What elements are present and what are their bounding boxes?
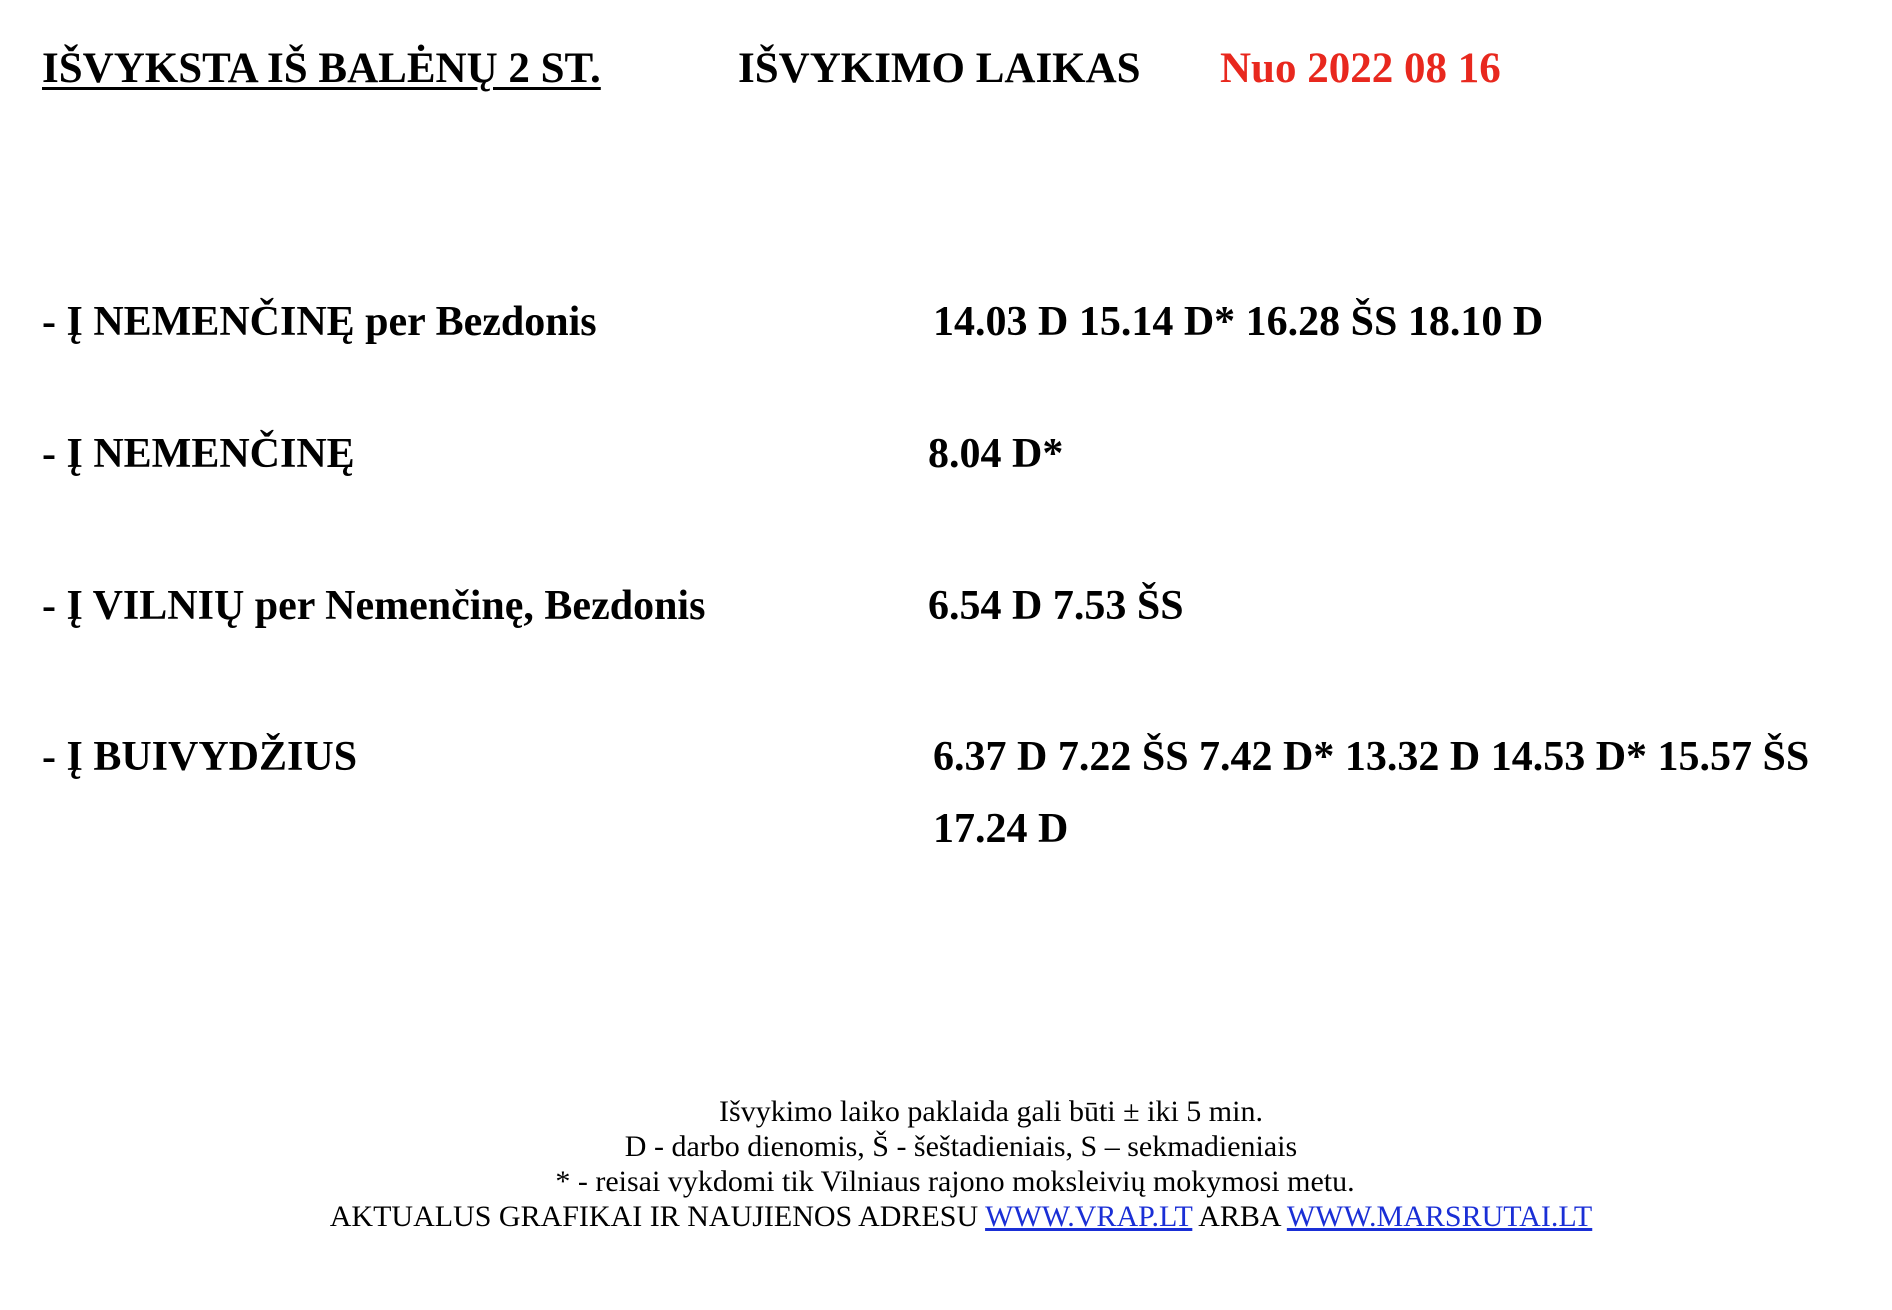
route-destination: - Į NEMENČINĘ <box>42 431 355 477</box>
departure-time-label: IŠVYKIMO LAIKAS <box>738 45 1141 92</box>
route-destination: - Į NEMENČINĘ per Bezdonis <box>42 299 597 345</box>
route-row <box>0 286 1892 358</box>
tolerance-note: Išvykimo laiko paklaida gali būti ± iki 5 min. <box>719 1095 1263 1128</box>
vrap-link[interactable]: WWW.VRAP.LT <box>985 1200 1193 1233</box>
route-destination: - Į VILNIŲ per Nemenčinę, Bezdonis <box>42 583 706 629</box>
route-times: 6.37 D 7.22 ŠS 7.42 D* 13.32 D 14.53 D* 15.57 ŠS 17.24 D <box>933 734 1810 852</box>
valid-from-date: Nuo 2022 08 16 <box>1220 45 1501 92</box>
day-legend: D - darbo dienomis, Š - šeštadieniais, S – sekmadieniais <box>624 1130 1298 1163</box>
schedule-header <box>0 44 1892 104</box>
schedule-footer <box>0 1094 1892 1234</box>
marsrutai-link[interactable]: WWW.MARSRUTAI.LT <box>1286 1200 1593 1233</box>
route-times: 8.04 D* <box>928 431 1064 477</box>
route-row <box>0 721 1892 865</box>
info-middle: ARBA <box>1198 1200 1280 1233</box>
stop-title: IŠVYKSTA IŠ BALĖNŲ 2 ST. <box>42 45 601 92</box>
route-destination: - Į BUIVYDŽIUS <box>42 734 358 780</box>
route-row <box>0 418 1892 490</box>
asterisk-note: * - reisai vykdomi tik Vilniaus rajono moksleivių mokymosi metu. <box>555 1165 1355 1198</box>
route-row <box>0 570 1892 642</box>
route-times: 14.03 D 15.14 D* 16.28 ŠS 18.10 D <box>933 299 1544 345</box>
info-line <box>0 1199 1892 1234</box>
info-prefix: AKTUALUS GRAFIKAI IR NAUJIENOS ADRESU <box>329 1200 979 1233</box>
route-times: 6.54 D 7.53 ŠS <box>928 583 1184 629</box>
